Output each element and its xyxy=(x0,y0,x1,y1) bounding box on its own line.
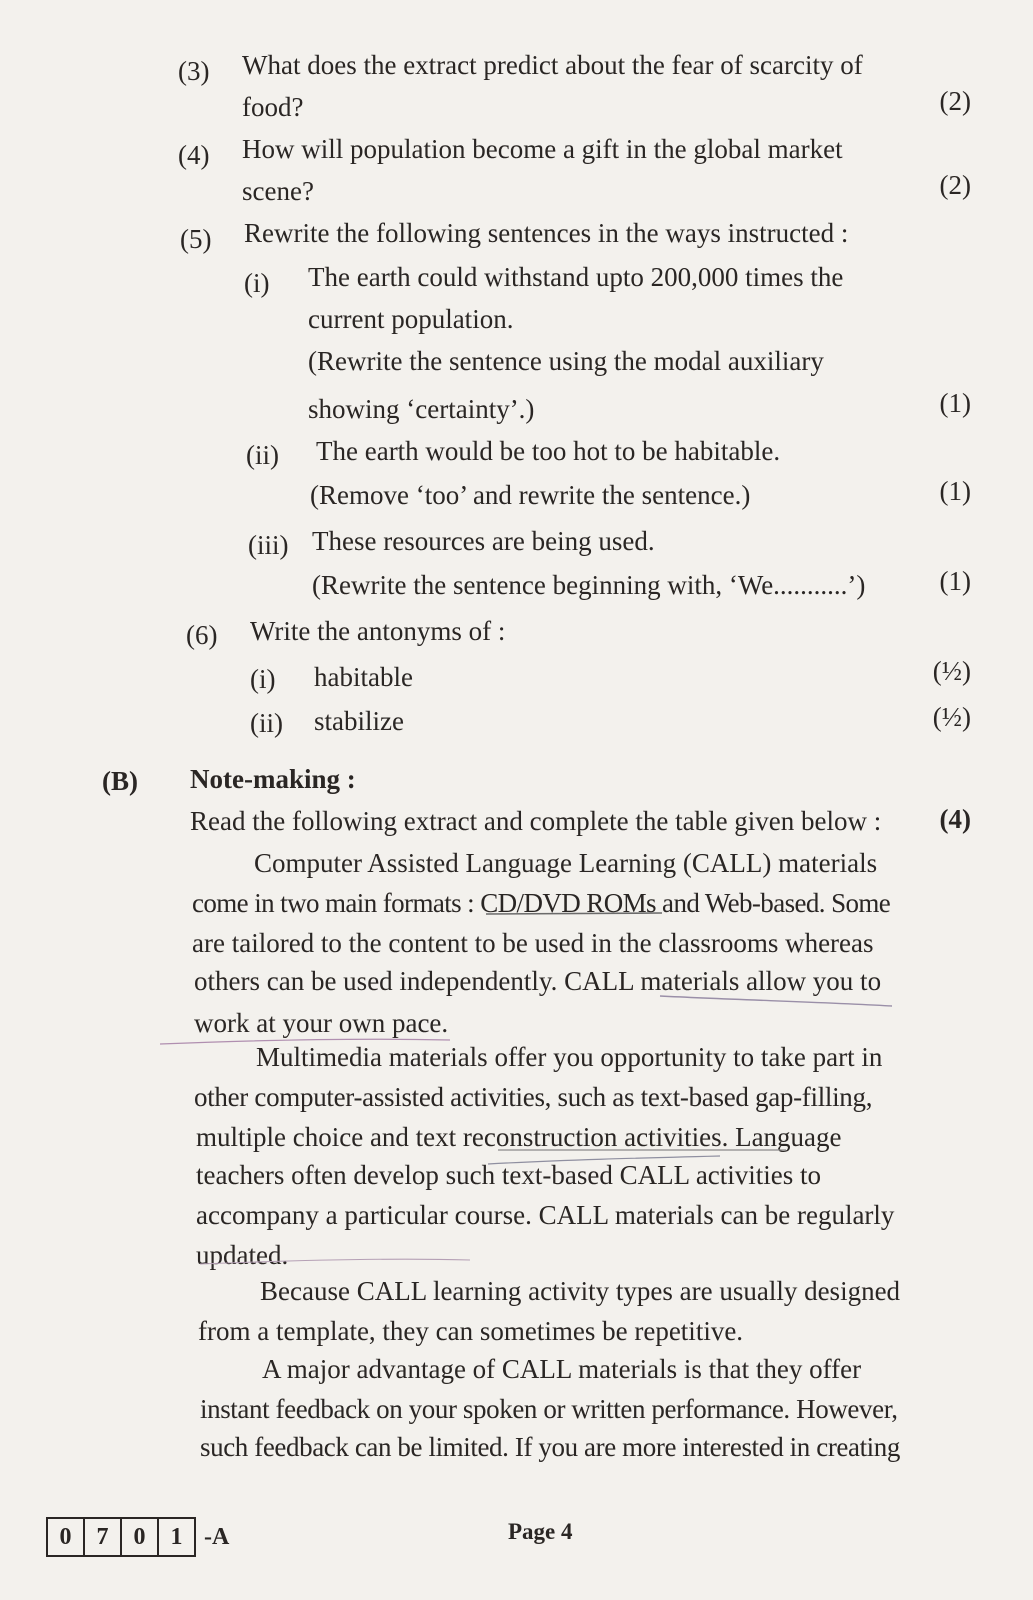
passage-line: updated. xyxy=(196,1240,289,1270)
passage-line: instant feedback on your spoken or written performance. However, xyxy=(200,1394,898,1424)
q4-number: (4) xyxy=(178,140,210,170)
passage-line: Because CALL learning activity types are usually designed xyxy=(260,1276,901,1306)
q4-text-line1: How will population become a gift in the global market xyxy=(242,134,843,164)
q4-marks: (2) xyxy=(939,170,971,200)
passage-line: are tailored to the content to be used in the classrooms whereas xyxy=(192,928,874,958)
q6-i-number: (i) xyxy=(250,664,276,694)
paper-code-digit: 7 xyxy=(83,1517,122,1557)
paper-code-suffix: -A xyxy=(204,1523,230,1550)
q5-text: Rewrite the following sentences in the ways instructed : xyxy=(244,218,849,248)
q4-text-line2: scene? xyxy=(242,176,314,206)
passage-line: Multimedia materials offer you opportunity to take part in xyxy=(256,1042,883,1072)
section-b-instruction: Read the following extract and complete the table given below : xyxy=(190,806,882,836)
passage-line: Computer Assisted Language Learning (CALL) materials xyxy=(254,848,878,878)
q6-ii-marks: (½) xyxy=(932,702,971,732)
q5-iii-line1: These resources are being used. xyxy=(312,526,655,556)
paper-code-digit: 0 xyxy=(120,1517,159,1557)
section-b-title: Note-making : xyxy=(190,764,356,794)
q5-i-marks: (1) xyxy=(939,388,971,418)
q5-number: (5) xyxy=(180,224,212,254)
q3-text-line1: What does the extract predict about the fear of scarcity of xyxy=(242,50,863,80)
passage-line: multiple choice and text reconstruction activities. Language xyxy=(196,1122,842,1152)
q6-i-marks: (½) xyxy=(932,656,971,686)
q6-ii-word: stabilize xyxy=(314,706,404,736)
passage-line: come in two main formats : CD/DVD ROMs and Web-based. Some xyxy=(192,888,891,918)
q6-ii-number: (ii) xyxy=(250,708,283,738)
passage-line: accompany a particular course. CALL materials can be regularly xyxy=(196,1200,895,1230)
q5-iii-marks: (1) xyxy=(939,566,971,596)
q5-ii-number: (ii) xyxy=(246,440,279,470)
passage-line: other computer-assisted activities, such as text-based gap-filling, xyxy=(194,1082,873,1112)
paper-code xyxy=(46,1517,229,1557)
passage-line: A major advantage of CALL materials is that they offer xyxy=(262,1354,862,1384)
passage-line: such feedback can be limited. If you are more interested in creating xyxy=(200,1432,900,1462)
paper-code-digit: 1 xyxy=(157,1517,196,1557)
q5-i-instruction-line2: showing ‘certainty’.) xyxy=(308,394,535,424)
section-b-marks: (4) xyxy=(939,804,971,834)
passage-line: work at your own pace. xyxy=(194,1008,449,1038)
q3-number: (3) xyxy=(178,56,210,86)
q5-iii-instruction: (Rewrite the sentence beginning with, ‘We...........’) xyxy=(312,570,866,600)
q3-marks: (2) xyxy=(939,86,971,116)
page-number: Page 4 xyxy=(508,1519,573,1544)
q5-iii-number: (iii) xyxy=(248,530,289,560)
passage-line: teachers often develop such text-based CALL activities to xyxy=(196,1160,822,1190)
passage-line: others can be used independently. CALL materials allow you to xyxy=(194,966,882,996)
q6-i-word: habitable xyxy=(314,662,413,692)
q5-i-line1: The earth could withstand upto 200,000 times the xyxy=(308,262,844,292)
q5-i-instruction-line1: (Rewrite the sentence using the modal auxiliary xyxy=(308,346,824,376)
q5-ii-instruction: (Remove ‘too’ and rewrite the sentence.) xyxy=(310,480,751,510)
q5-ii-marks: (1) xyxy=(939,476,971,506)
q5-i-number: (i) xyxy=(244,268,270,298)
q5-ii-line1: The earth would be too hot to be habitable. xyxy=(316,436,781,466)
section-b-label: (B) xyxy=(102,766,138,796)
q3-text-line2: food? xyxy=(242,92,304,122)
q6-text: Write the antonyms of : xyxy=(250,616,506,646)
q6-number: (6) xyxy=(186,620,218,650)
passage-line: from a template, they can sometimes be repetitive. xyxy=(198,1316,744,1346)
q5-i-line2: current population. xyxy=(308,304,514,334)
paper-code-digit: 0 xyxy=(46,1517,85,1557)
